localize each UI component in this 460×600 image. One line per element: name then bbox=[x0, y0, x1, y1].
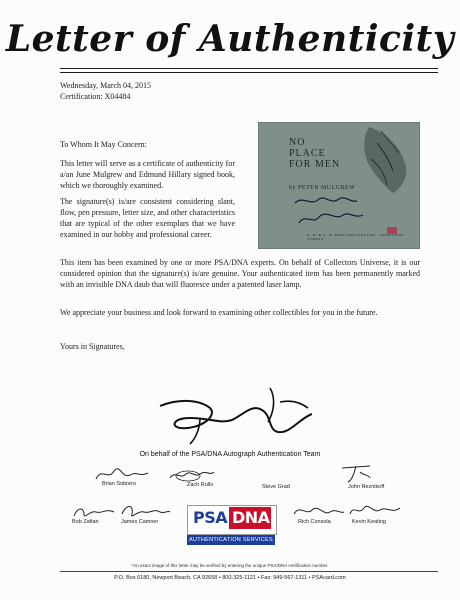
footer-rule bbox=[60, 571, 438, 572]
closing: Yours in Signatures, bbox=[60, 342, 125, 351]
logo-dna-text: DNA bbox=[232, 508, 270, 527]
paragraph-1: This letter will serve as a certificate of authenticity for a/an June Mulgrew and Edmund Hillary signed book, which we thoroughly examined. bbox=[60, 159, 235, 190]
team-member-name: Bob Zafian bbox=[72, 519, 99, 525]
team-member-name: Brian Sobrero bbox=[102, 481, 136, 487]
paragraph-4: We appreciate your business and look forward to examining other collectibles for you in the future. bbox=[60, 308, 378, 317]
team-behalf-text: On behalf of the PSA/DNA Autograph Authentication Team bbox=[139, 451, 321, 458]
greeting: To Whom It May Concern: bbox=[60, 140, 147, 149]
team-member-name: Rich Consola bbox=[298, 519, 331, 525]
book-title: NO PLACE FOR MEN bbox=[289, 137, 341, 170]
team-signature bbox=[336, 462, 376, 484]
book-author: by PETER MULGREW bbox=[289, 185, 356, 191]
main-signature bbox=[140, 378, 340, 448]
book-publisher: A. H. & A. W. REED WELLINGTON · AUCKLAND · SYDNEY bbox=[307, 233, 407, 241]
team-member-name: Kevin Keating bbox=[352, 519, 386, 525]
book-photo bbox=[258, 122, 420, 249]
title-rule bbox=[60, 68, 438, 69]
logo-psa-text: PSA bbox=[193, 508, 228, 527]
team-member-name: Steve Grad bbox=[262, 484, 290, 490]
footer-address: P.O. Box 6180, Newport Beach, CA 92658 • 800-325-1121 • Fax: 949-567-1311 • PSAcard.com bbox=[114, 575, 346, 581]
team-member-name: John Reznikoff bbox=[348, 484, 385, 490]
paragraph-2: The signature(s) is/are consistent considering slant, flow, pen pressure, letter size, and other characteristics that are typical of the other exemplars that we have examined in our hobby and professional career. bbox=[60, 197, 235, 239]
verification-note: *An exact image of this letter may be verified by entering the unique PSA/DNA certification number. bbox=[131, 563, 329, 568]
letter-date: Wednesday, March 04, 2015 bbox=[60, 81, 152, 90]
letter-title: Letter of Authenticity bbox=[5, 18, 455, 60]
psa-dna-logo bbox=[187, 505, 275, 547]
paragraph-3: This item has been examined by one or more PSA/DNA experts. On behalf of Collectors Universe, it is our considered opinion that the signature(s) is/are genuine. Your authenticated item has been permanently marked with an invisible DNA daub that will fluoresce under a patented laser lamp. bbox=[60, 258, 420, 289]
certification-number: Certification: X04484 bbox=[60, 92, 131, 101]
logo-subtitle: AUTHENTICATION SERVICES bbox=[188, 537, 273, 543]
team-member-name: James Camner bbox=[121, 519, 159, 525]
title-rule-thin bbox=[60, 72, 438, 73]
team-member-name: Zach Rullo bbox=[187, 482, 214, 488]
